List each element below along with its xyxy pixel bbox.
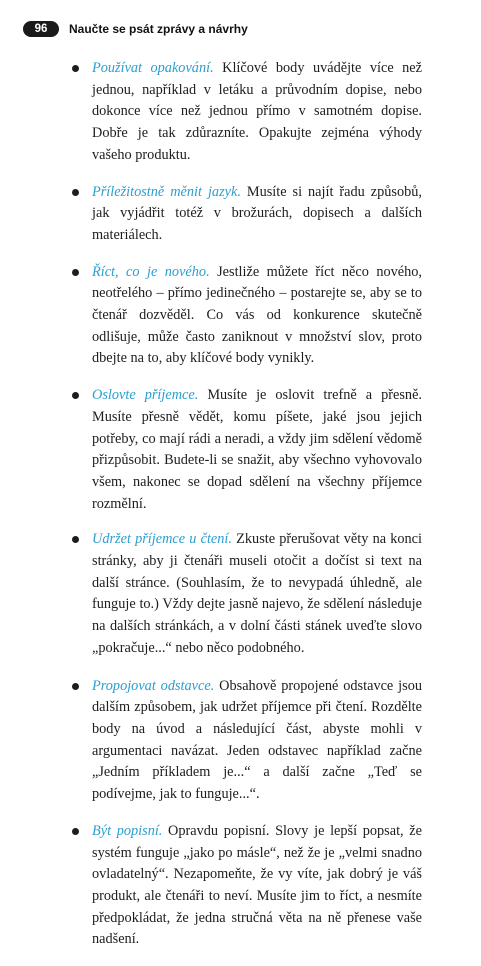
list-item xyxy=(72,676,422,806)
bullet-list xyxy=(72,58,422,966)
list-item-lead: Oslovte příjemce. xyxy=(92,387,199,404)
list-item-lead: Používat opakování. xyxy=(92,60,214,76)
list-item-text: Jestliže můžete říct něco nového, neotřelého – přímo jedinečného – postarejte se, aby se to čtenář dozvěděl. Co vás od konkurence skutečně odlišuje, může často zaniknout v množství slov, proto dbejte na to, aby klíčové body vynikly. xyxy=(92,263,422,367)
list-item-lead: Příležitostně měnit jazyk. xyxy=(92,183,241,200)
list-item-lead: Říct, co je nového. xyxy=(92,263,210,280)
list-item-paragraph xyxy=(92,262,422,371)
bullet-icon xyxy=(72,269,79,276)
page-number: 96 xyxy=(23,21,59,37)
list-item-text: Musíte si najít řadu způsobů, jak vyjádřit totéž v brožurách, dopisech a dalších materiálech. xyxy=(92,183,422,243)
list-item-lead: Udržet příjemce u čtení. xyxy=(92,531,232,548)
bullet-icon xyxy=(72,828,79,835)
list-item-paragraph xyxy=(92,821,422,951)
list-item-text: Opravdu popisní. Slovy je lepší popsat, že systém funguje „jako po másle“, než že je „velmi snadno ovladatelný“. Nezapomeňte, že vy víte, jak dobrý je váš produkt, ale čtenáři to neví. Musíte jim to říct, a nesmíte předpokládat, že jedna stručná věta na ně přenese vaše nadšení. xyxy=(92,822,422,948)
list-item-paragraph xyxy=(92,58,422,167)
list-item xyxy=(72,262,422,371)
list-item-lead: Propojovat odstavce. xyxy=(92,677,215,694)
list-item xyxy=(72,821,422,951)
list-item-text: Obsahově propojené odstavce jsou dalším způsobem, jak udržet příjemce při čtení. Rozdělte body na úvod a následující část, abyste mohli v argumentaci navázat. Jeden odstavec například začne „Jedním příkladem je...“ a další začne „Teď se podívejme, jak to funguje...“. xyxy=(92,677,422,803)
list-item xyxy=(72,182,422,247)
list-item xyxy=(72,529,422,659)
bullet-icon xyxy=(72,536,79,543)
bullet-icon xyxy=(72,189,79,196)
list-item xyxy=(72,58,422,167)
bullet-icon xyxy=(72,683,79,690)
list-item-paragraph xyxy=(92,529,422,659)
list-item-paragraph xyxy=(92,676,422,806)
list-item-text: Zkuste přerušovat věty na konci stránky, aby ji čtenáři museli otočit a dočíst si text na další stránce. (Souhlasím, že to nevypadá úhledně, ale funguje to.) Vždy dejte jasně najevo, že sdělení následuje na dalších stránkách, a v dolní části stánek uveďte slovo „pokračuje...“ nebo něco podobného. xyxy=(92,531,422,656)
list-item-lead: Být popisní. xyxy=(92,822,163,839)
list-item-text: Klíčové body uvádějte více než jednou, například v letáku a průvodním dopise, nebo dokonce více než jednou přímo v samotném dopise. Dobře je tak zdůrazníte. Opakujte zejména výhody vašeho produktu. xyxy=(92,60,422,163)
bullet-icon xyxy=(72,392,79,399)
list-item-text: Musíte je oslovit trefně a přesně. Musíte přesně vědět, komu píšete, jaké jsou jejich potřeby, co mají rádi a neradi, a vždy jim sdělení vědomě přizpůsobit. Budete-li se snažit, aby všechno vyhovovalo všem, nakonec se dopad sdělení na všechny příjemce rozmělní. xyxy=(92,387,422,512)
list-item-paragraph xyxy=(92,182,422,247)
list-item xyxy=(72,385,422,515)
list-item-paragraph xyxy=(92,385,422,515)
page-header xyxy=(0,0,481,40)
running-title: Naučte se psát zprávy a návrhy xyxy=(69,22,248,36)
bullet-icon xyxy=(72,65,79,72)
